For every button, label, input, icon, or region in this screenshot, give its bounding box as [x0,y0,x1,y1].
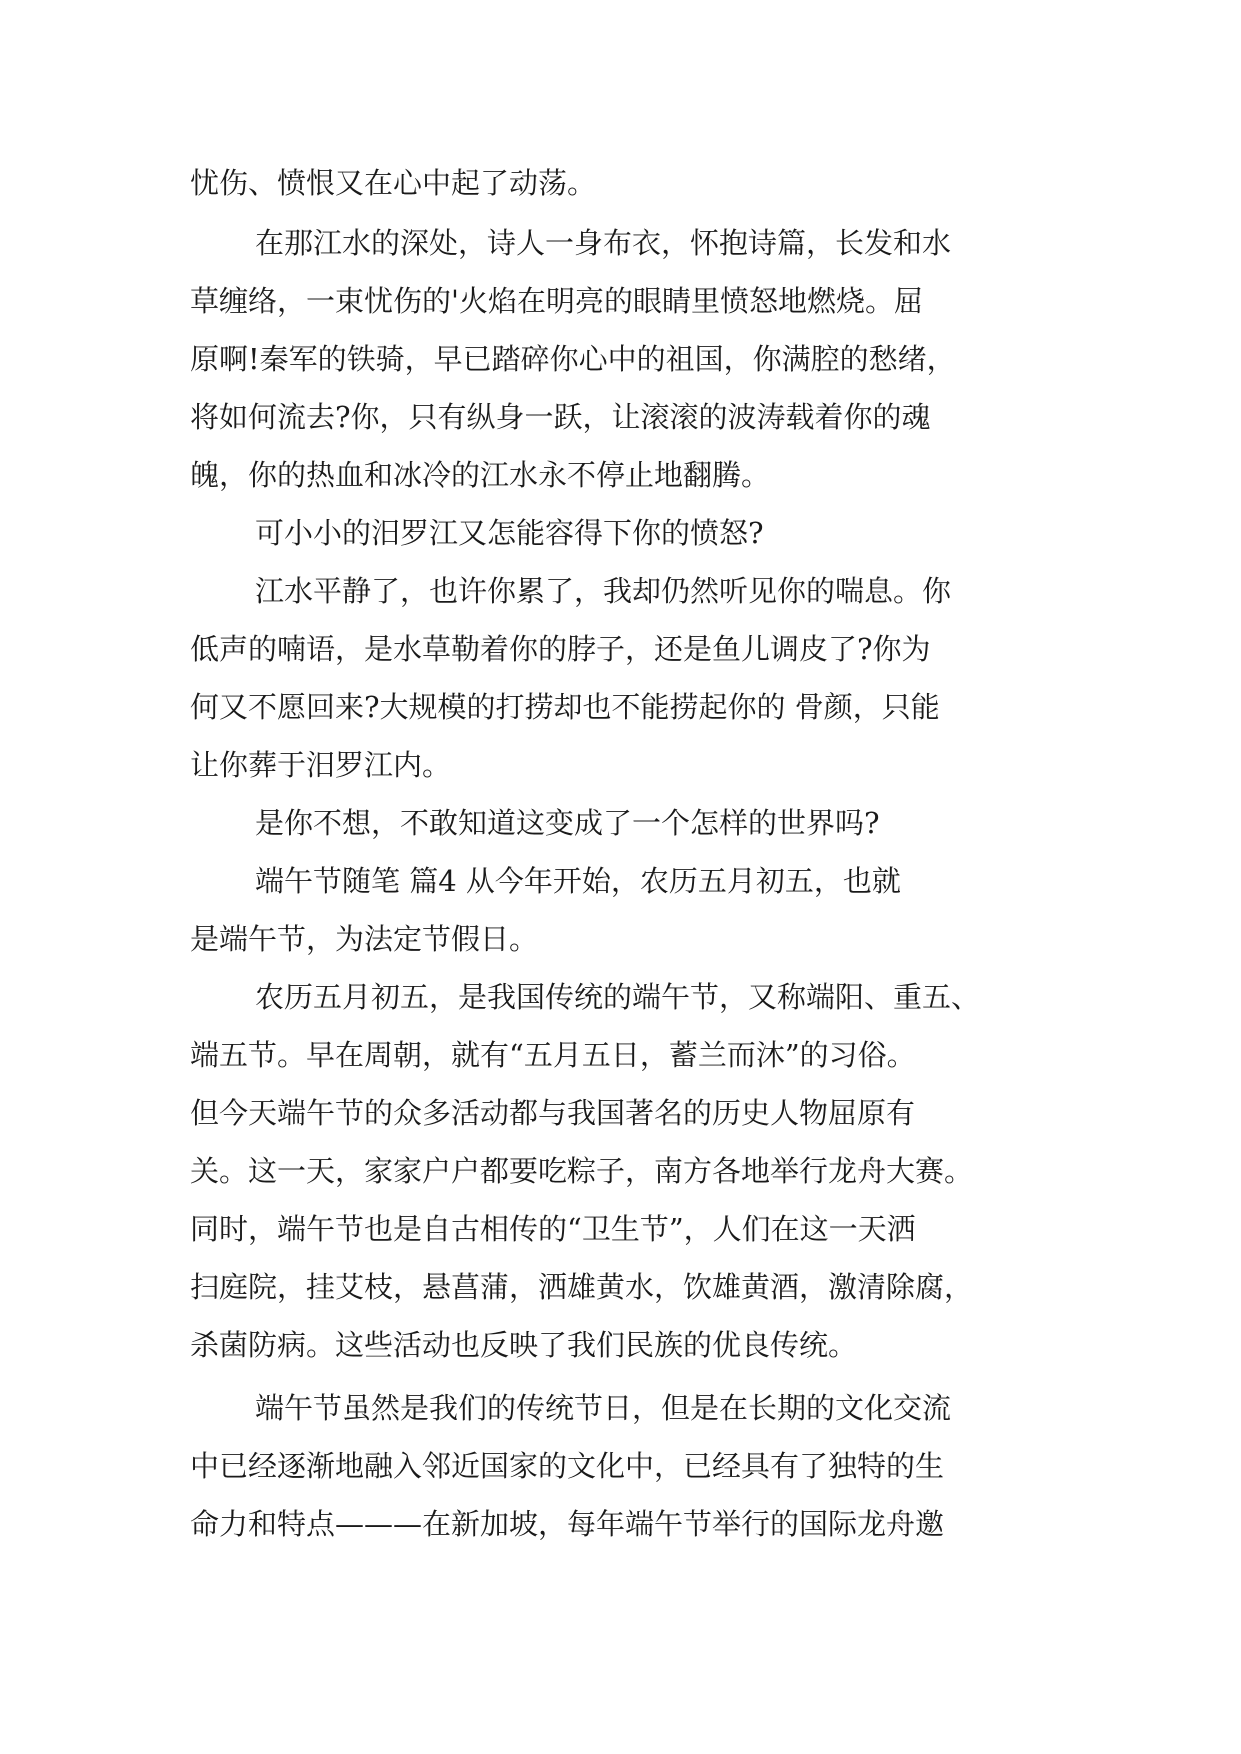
paragraph-start-line: 在那江水的深处，诗人一身布衣，怀抱诗篇，长发和水 [255,226,952,260]
text-line: 让你葬于汨罗江内。 [190,748,452,782]
text-line: 扫庭院，挂艾枝，悬菖蒲，洒雄黄水，饮雄黄酒，激清除腐， [190,1270,974,1304]
text-line: 端五节。早在周朝，就有“五月五日，蓄兰而沐”的习俗。 [190,1038,916,1072]
text-line: 命力和特点———在新加坡，每年端午节举行的国际龙舟邀 [190,1507,945,1541]
paragraph-start-line: 可小小的汨罗江又怎能容得下你的愤怒? [255,516,764,550]
text-line: 同时，端午节也是自古相传的“卫生节”，人们在这一天洒 [190,1212,916,1246]
paragraph-start-line: 农历五月初五，是我国传统的端午节，又称端阳、重五、 [255,980,981,1014]
text-line: 但今天端午节的众多活动都与我国著名的历史人物屈原有 [190,1096,916,1130]
text-line: 将如何流去?你，只有纵身一跃，让滚滚的波涛载着你的魂 [190,400,931,434]
text-line: 原啊!秦军的铁骑，早已踏碎你心中的祖国，你满腔的愁绪， [190,342,956,376]
text-line: 忧伤、愤恨又在心中起了动荡。 [190,166,597,200]
text-line: 草缠络，一束忧伤的'火焰在明亮的眼睛里愤怒地燃烧。屈 [190,284,923,318]
paragraph-start-line: 端午节虽然是我们的传统节日，但是在长期的文化交流 [255,1391,952,1425]
paragraph-start-line: 是你不想，不敢知道这变成了一个怎样的世界吗? [255,806,880,840]
text-line: 低声的喃语，是水草勒着你的脖子，还是鱼儿调皮了?你为 [190,632,931,666]
text-line: 关。这一天，家家户户都要吃粽子，南方各地举行龙舟大赛。 [190,1154,974,1188]
text-line: 何又不愿回来?大规模的打捞却也不能捞起你的 骨颜，只能 [190,690,940,724]
text-line: 中已经逐渐地融入邻近国家的文化中，已经具有了独特的生 [190,1449,945,1483]
text-line: 杀菌防病。这些活动也反映了我们民族的优良传统。 [190,1328,858,1362]
text-line: 魄，你的热血和冰冷的江水永不停止地翻腾。 [190,458,771,492]
section-heading-line: 端午节随笔 篇4 从今年开始，农历五月初五，也就 [255,864,901,898]
text-line: 是端午节，为法定节假日。 [190,922,539,956]
paragraph-start-line: 江水平静了，也许你累了，我却仍然听见你的喘息。你 [255,574,952,608]
